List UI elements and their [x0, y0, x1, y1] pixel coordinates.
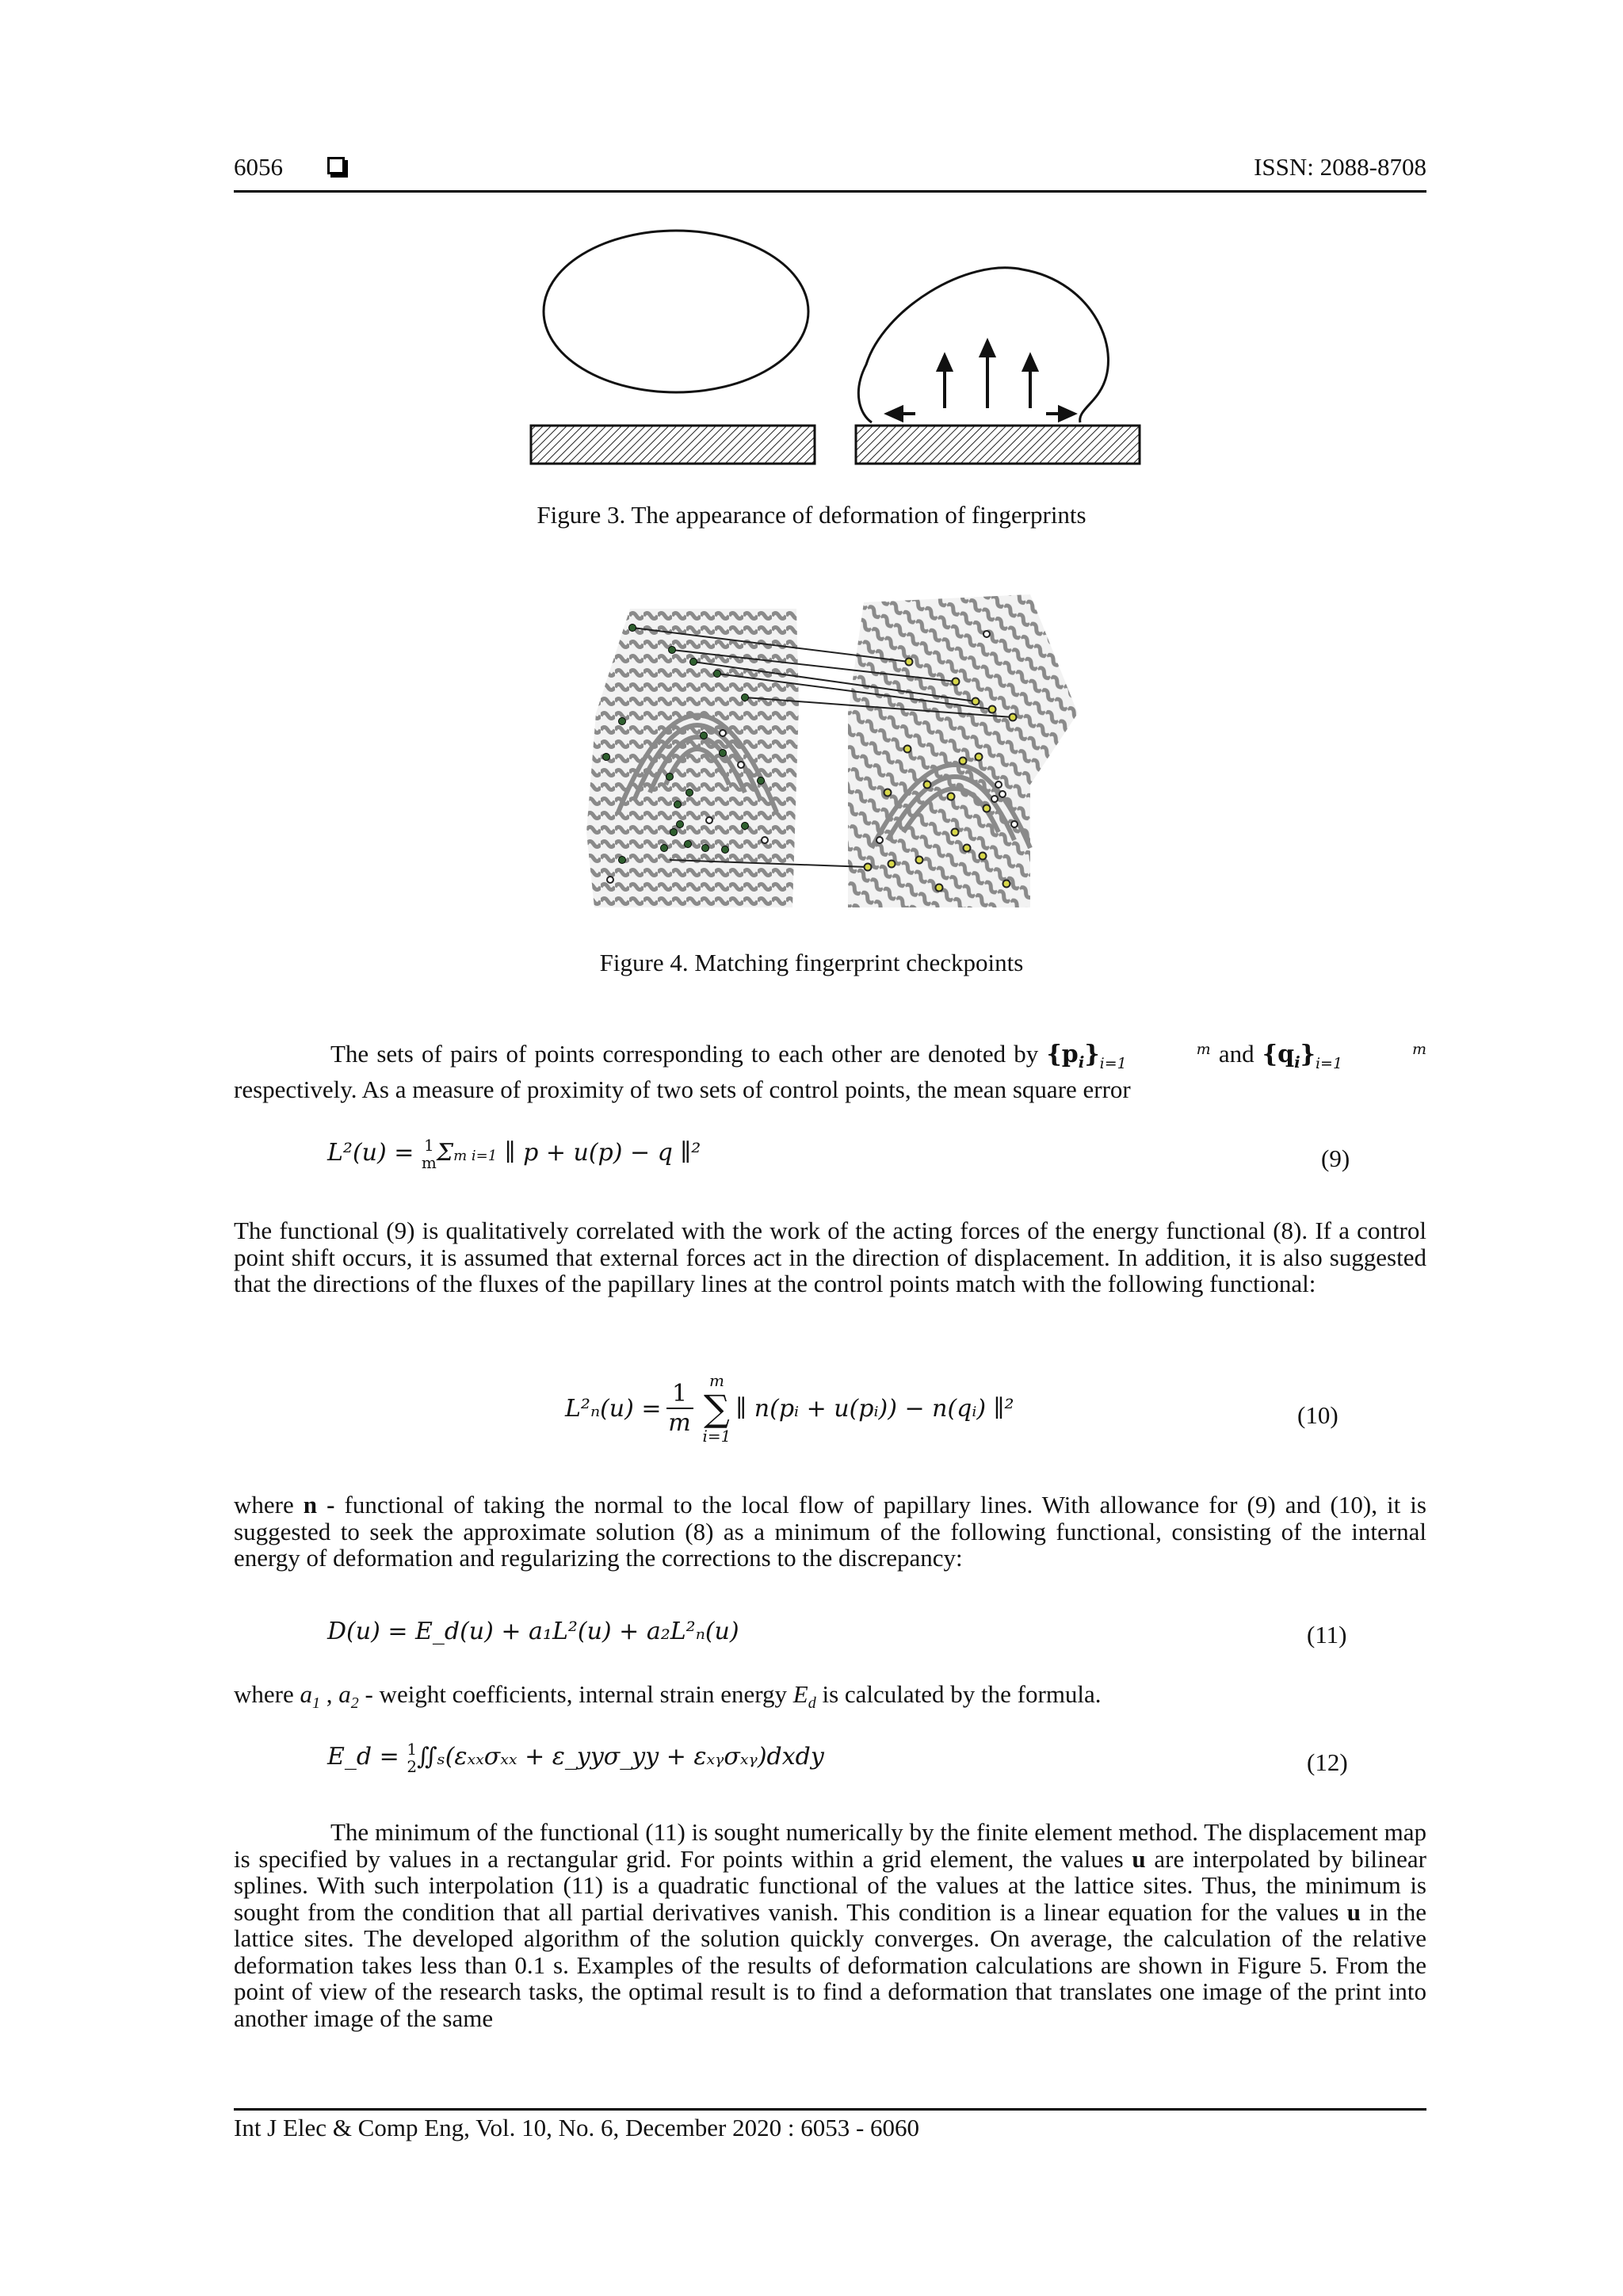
paragraph-5 — [234, 1819, 1426, 2031]
q-set — [1262, 1041, 1316, 1072]
figure-4-fingerprint-matching — [586, 594, 1078, 907]
figure-4-caption: Figure 4. Matching fingerprint checkpoints — [599, 949, 1024, 976]
eq9-fraction — [422, 1137, 437, 1171]
eq9-limits: m i=1 — [453, 1148, 498, 1164]
eq12-den: 2 — [407, 1757, 418, 1776]
p2-text: The functional (9) is qualitatively correlated with the work of the acting forces of the energy functional (8). If a control point shift occurs, it is assumed that external forces act in the direction of displacement. In addition, it is also suggested that the directions of the fluxes of the papillary lines at the control points match with the following functional: — [234, 1217, 1426, 1297]
eq10-rhs: ∥ n(pᵢ + u(pᵢ)) − n(qᵢ) ∥² — [735, 1394, 1014, 1423]
figure-3-deformation-diagram — [523, 226, 1141, 472]
eq10-sum-symbol: ∑ — [704, 1387, 730, 1430]
p-set-lower: i=1 — [1099, 1054, 1127, 1072]
p5-text-b: are interpolated by bilinear splines. With such interpolation (11) is a quadratic functional of the values at the lattice sites. Thus, the minimum is sought from the condition that all partial derivatives vanish. This condition is a linear equation for the values — [234, 1844, 1426, 1926]
left-surface — [531, 426, 815, 464]
p1-text-b: respectively. As a measure of proximity of two sets of control points, the mean square error — [234, 1075, 1131, 1103]
eq10-fraction — [666, 1380, 693, 1437]
p4-a2-sub: 2 — [350, 1694, 359, 1713]
issn: ISSN: 2088-8708 — [1254, 153, 1426, 181]
p1-and: and — [1210, 1040, 1262, 1068]
checkbox-square-icon — [327, 157, 345, 174]
p5-u1: u — [1132, 1844, 1146, 1873]
eq9-sum: Σ — [436, 1139, 454, 1167]
paragraph-3 — [234, 1492, 1426, 1572]
p4-a1-sub: 1 — [311, 1694, 320, 1713]
footer-rule — [234, 2108, 1426, 2111]
deformed-finger-outline — [858, 268, 1108, 422]
eq10-num: 1 — [671, 1380, 688, 1408]
eq10-den: m — [668, 1409, 691, 1437]
q-set-open: {q — [1262, 1041, 1295, 1068]
p-set-sub: i — [1078, 1052, 1085, 1072]
eq9-lhs: L²(u) = — [327, 1139, 422, 1167]
p3-n: n - — [303, 1491, 335, 1519]
eq12-fraction — [407, 1740, 417, 1775]
p3-where: where — [234, 1491, 304, 1519]
eq12-lhs: E_d = — [327, 1743, 407, 1771]
p-set — [1046, 1041, 1100, 1072]
p-set-close: } — [1084, 1041, 1100, 1068]
p4-comma: , — [319, 1680, 339, 1708]
equation-12-number: (12) — [1307, 1748, 1348, 1776]
p-set-open: {p — [1046, 1041, 1079, 1068]
right-surface — [856, 426, 1140, 464]
eq9-num: 1 — [424, 1136, 434, 1155]
header-rule — [234, 190, 1426, 193]
q-set-lower: i=1 — [1315, 1054, 1343, 1072]
equation-12 — [327, 1740, 824, 1775]
footer-journal: Int J Elec & Comp Eng, Vol. 10, No. 6, December 2020 : 6053 - 6060 — [234, 2114, 920, 2141]
right-fingerprint — [848, 594, 1078, 907]
equation-9 — [327, 1137, 701, 1171]
eq12-rhs: ∬ₛ(εₓₓσₓₓ + ε_yyσ_yy + εₓᵧσₓᵧ)dxdy — [417, 1743, 824, 1771]
p5-u2: u — [1346, 1897, 1361, 1926]
equation-9-number: (9) — [1321, 1144, 1350, 1172]
figure-3-caption: Figure 3. The appearance of deformation of fingerprints — [537, 501, 1086, 529]
eq10-sum-top: m — [708, 1371, 724, 1390]
p4-a1: a — [300, 1680, 312, 1708]
paragraph-1 — [234, 1041, 1426, 1102]
p4-E-sub: d — [808, 1694, 816, 1713]
paragraph-4 — [234, 1681, 1426, 1717]
q-set-sup: m — [1411, 1040, 1426, 1058]
p4-a2: a — [338, 1680, 351, 1708]
p5-text-a: The minimum of the functional (11) is sought numerically by the finite element method. The displacement map is specified by values in a rectangular grid. For points within a grid element, the values — [234, 1818, 1426, 1873]
eq10-sum — [703, 1371, 731, 1446]
p4-mid: - weight coefficients, internal strain energy — [358, 1680, 793, 1708]
page-number: 6056 — [234, 153, 283, 181]
equation-11: D(u) = E_d(u) + a₁L²(u) + a₂L²ₙ(u) — [327, 1618, 739, 1645]
p3-text: functional of taking the normal to the local flow of papillary lines. With allowance for (9) and (10), it is suggested to seek the approximate solution (8) as a minimum of the following functional, consisting of the internal energy of deformation and regularizing the corrections to the discrepancy: — [234, 1491, 1426, 1572]
q-set-sub: i — [1294, 1052, 1300, 1072]
p4-E: E — [792, 1680, 808, 1708]
p-set-limits — [1100, 1042, 1211, 1071]
eq12-num: 1 — [407, 1740, 418, 1759]
eq9-rhs: ∥ p + u(p) − q ∥² — [497, 1139, 701, 1167]
p4-end: is calculated by the formula. — [815, 1680, 1102, 1708]
p5-text-c: in the lattice sites. The developed algorithm of the solution quickly converges. On average, the calculation of the relative deformation takes less than 0.1 s. Examples of the results of deformation calculations are shown in Figure 5. From the point of view of the research tasks, the optimal result is to find a deformation that translates one image of the print into another image of the same — [234, 1897, 1426, 2032]
p4-where: where — [234, 1680, 300, 1708]
eq9-den: m — [421, 1153, 437, 1172]
equation-10-number: (10) — [1297, 1401, 1338, 1429]
q-set-limits — [1316, 1042, 1426, 1071]
paragraph-2 — [234, 1217, 1426, 1297]
q-set-close: } — [1300, 1041, 1316, 1068]
undeformed-finger-outline — [544, 231, 808, 392]
eq10-sum-bottom: i=1 — [702, 1427, 731, 1446]
force-arrows — [888, 342, 1074, 420]
equation-11-number: (11) — [1307, 1621, 1347, 1648]
eq10-lhs: L²ₙ(u) = — [565, 1394, 662, 1423]
p1-text-a: The sets of pairs of points corresponding to each other are denoted by — [330, 1040, 1047, 1068]
equation-10 — [565, 1371, 1014, 1446]
p-set-sup: m — [1196, 1040, 1211, 1058]
